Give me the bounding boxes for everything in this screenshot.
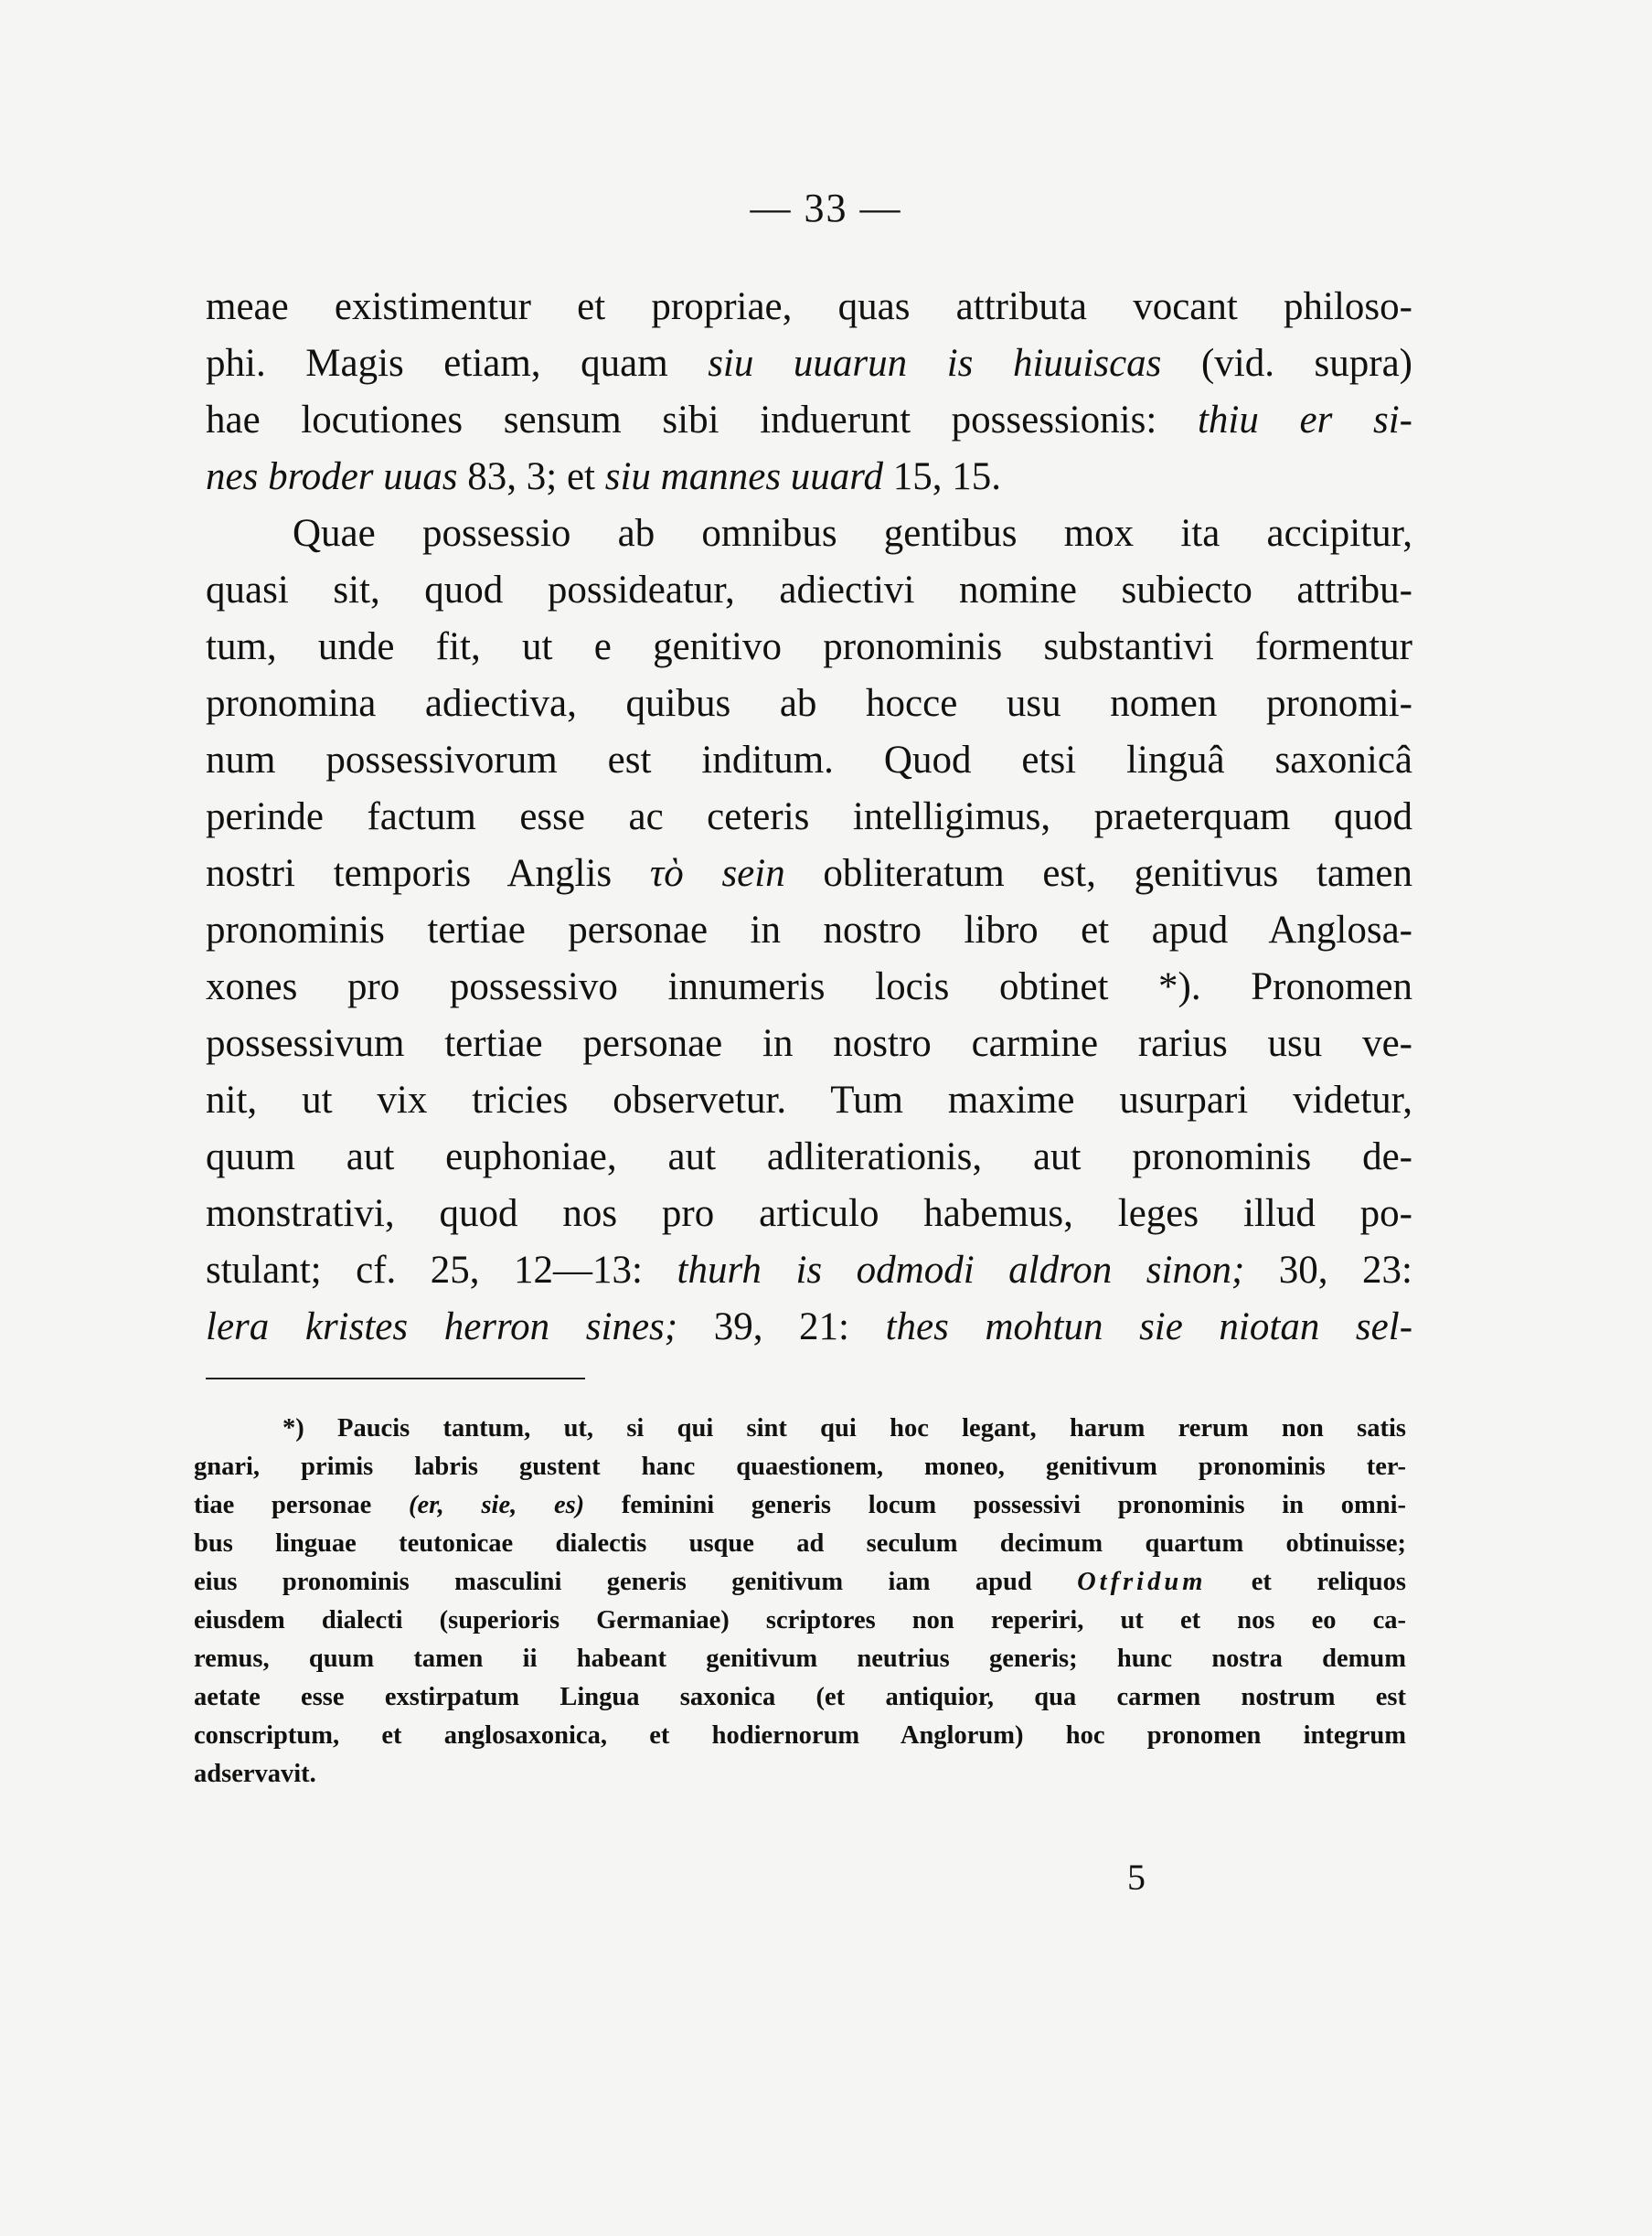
text-line: quum aut euphoniae, aut adliterationis, aut pronominis de- (206, 1135, 1412, 1178)
footnote-line: aetate esse exstirpatum Lingua saxonica (et antiquior, qua carmen nostrum est (194, 1683, 1406, 1711)
text-line: pronominis tertiae personae in nostro libro et apud Anglosa- (206, 909, 1412, 952)
text-line: nostri temporis Anglis τὸ sein obliteratum est, genitivus tamen (206, 852, 1412, 895)
text-line: quasi sit, quod possideatur, adiectivi nomine subiecto attribu- (206, 569, 1412, 612)
text-line: lera kristes herron sines; 39, 21: thes mohtun sie niotan sel- (206, 1305, 1413, 1348)
signature-mark: 5 (1127, 1857, 1146, 1898)
text-line: tum, unde fit, ut e genitivo pronominis substantivi formentur (206, 625, 1412, 668)
text-line: xones pro possessivo innumeris locis obtinet *). Pronomen (206, 965, 1412, 1008)
text-line: pronomina adiectiva, quibus ab hocce usu nomen pronomi- (206, 682, 1412, 725)
footnote-line: tiae personae (er, sie, es) feminini generis locum possessivi pronominis in omni- (194, 1491, 1406, 1519)
body-text (206, 279, 1412, 1356)
footnote-line: eius pronominis masculini generis genitivum iam apud Otfridum et reliquos (194, 1568, 1406, 1596)
text-line: num possessivorum est inditum. Quod etsi linguâ saxonicâ (206, 739, 1412, 782)
footnote-line: *) Paucis tantum, ut, si qui sint qui hoc legant, harum rerum non satis (282, 1414, 1406, 1443)
text-line: hae locutiones sensum sibi induerunt possessionis: thiu er si- (206, 399, 1413, 442)
footnote-line: gnari, primis labris gustent hanc quaestionem, moneo, genitivum pronominis ter- (194, 1453, 1406, 1481)
text-line: stulant; cf. 25, 12—13: thurh is odmodi aldron sinon; 30, 23: (206, 1249, 1412, 1292)
text-line: meae existimentur et propriae, quas attributa vocant philoso- (206, 285, 1412, 328)
page-number: — 33 — (750, 186, 902, 230)
footnote-line: adservavit. (194, 1760, 316, 1788)
footnote-line: remus, quum tamen ii habeant genitivum neutrius generis; hunc nostra demum (194, 1645, 1406, 1673)
footnote-divider (206, 1378, 585, 1379)
text-line: nes broder uuas 83, 3; et siu mannes uuard 15, 15. (206, 455, 1001, 498)
footnote-line: conscriptum, et anglosaxonica, et hodiernorum Anglorum) hoc pronomen integrum (194, 1721, 1406, 1750)
footnote (194, 1410, 1406, 1794)
footnote-line: eiusdem dialecti (superioris Germaniae) scriptores non reperiri, ut et nos eo ca- (194, 1606, 1406, 1634)
text-line: monstrativi, quod nos pro articulo habemus, leges illud po- (206, 1192, 1412, 1235)
footnote-line: bus linguae teutonicae dialectis usque ad seculum decimum quartum obtinuisse; (194, 1529, 1406, 1558)
text-line: perinde factum esse ac ceteris intelligimus, praeterquam quod (206, 795, 1412, 838)
text-line: nit, ut vix tricies observetur. Tum maxime usurpari videtur, (206, 1079, 1412, 1122)
text-line: Quae possessio ab omnibus gentibus mox ita accipitur, (293, 512, 1412, 555)
text-line: possessivum tertiae personae in nostro carmine rarius usu ve- (206, 1022, 1412, 1065)
text-line: phi. Magis etiam, quam siu uuarun is hiuuiscas (vid. supra) (206, 342, 1412, 385)
